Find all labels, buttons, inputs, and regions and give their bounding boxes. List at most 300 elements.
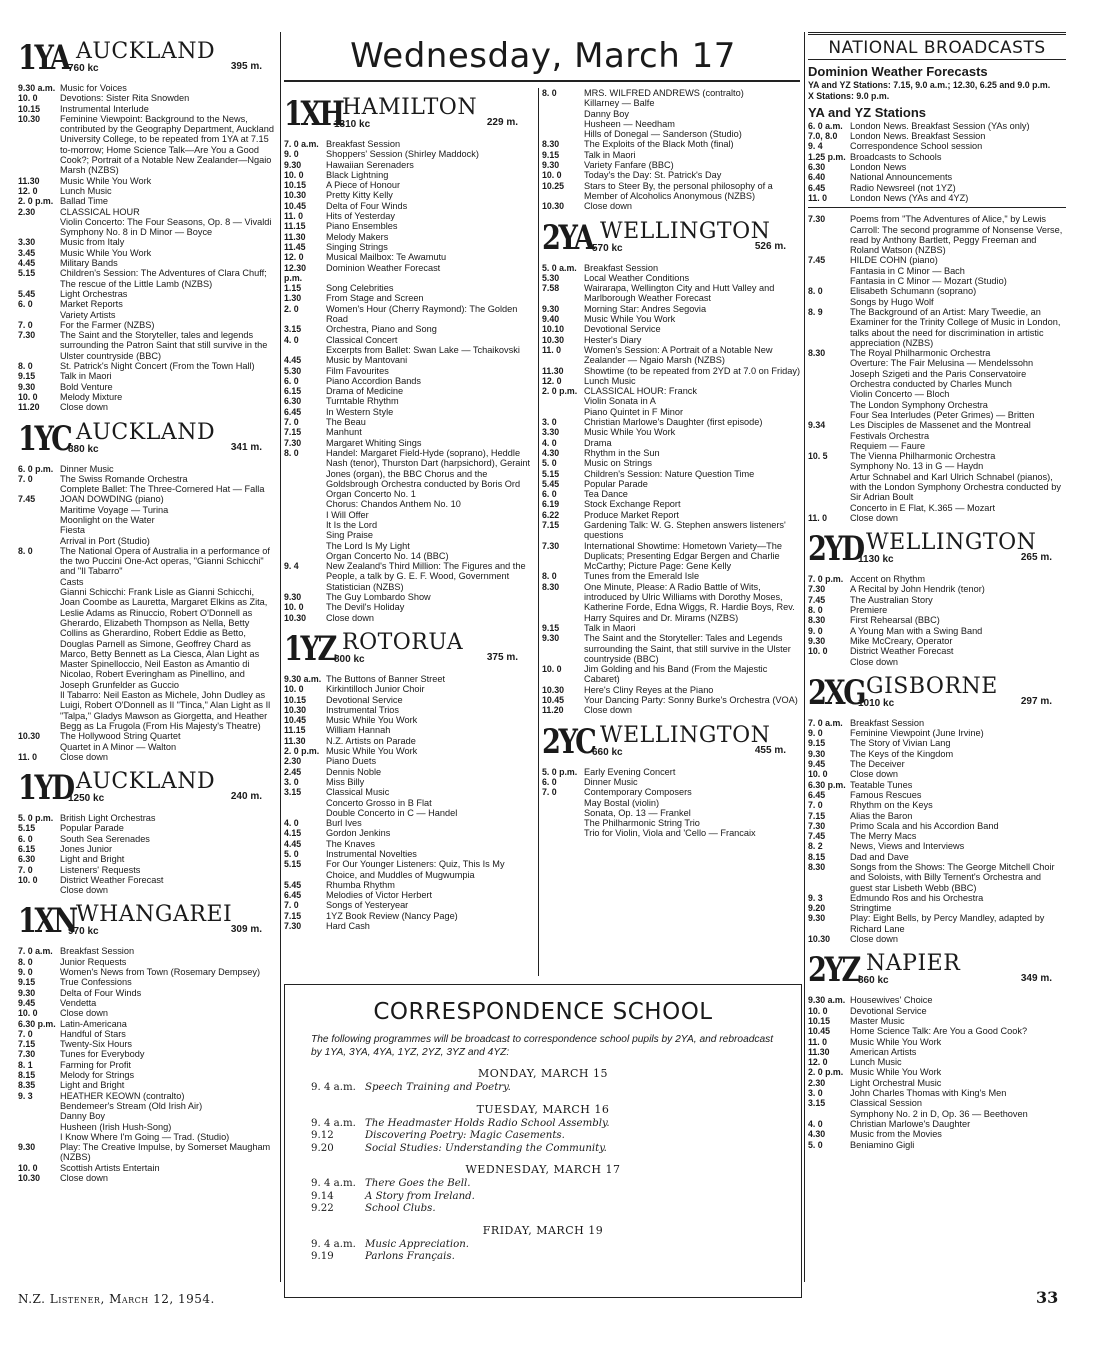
programme-text: Latin-Americana [60, 1018, 127, 1029]
time-label: 12. 0 [808, 1057, 828, 1068]
programme-text: Local Weather Conditions [584, 272, 690, 283]
time-label: 9.30 [284, 159, 302, 170]
programme-text: Shoppers' Session (Shirley Maddock) [326, 149, 479, 160]
schedule-row [18, 1029, 276, 1039]
time-label: 10. 0 [18, 1008, 38, 1019]
schedule-row [18, 515, 276, 525]
item-title: The Headmaster Holds Radio School Assembly. [365, 1117, 610, 1129]
station-frequency: 880 kc [68, 443, 99, 455]
programme-text: A Young Man with a Swing Band [850, 625, 983, 636]
schedule-row [284, 263, 532, 284]
schedule-row [18, 330, 276, 361]
time-label: 11.30 [542, 365, 564, 376]
schedule-row [18, 967, 276, 977]
programme-text: The Swiss Romande Orchestra [60, 473, 188, 484]
programme-text: Variety Artists [60, 309, 116, 320]
time-label [808, 1109, 850, 1119]
time-label: 9.34 [808, 420, 826, 431]
schedule-row [808, 214, 1066, 255]
time-label: 10.30 [542, 334, 565, 345]
schedule-row [284, 921, 532, 931]
schedule-row [542, 139, 800, 149]
correspondence-item [285, 1191, 801, 1204]
schedule-row [284, 438, 532, 448]
time-label: 5. 0 [284, 849, 299, 859]
time-label: 6.15 [284, 386, 302, 397]
schedule-row [18, 402, 276, 412]
time-label [808, 503, 850, 513]
programme-text: Military Bands [60, 258, 118, 269]
station-block [808, 950, 1066, 1149]
time-label [18, 525, 60, 535]
schedule-row [284, 880, 532, 890]
station-block [18, 419, 276, 763]
time-label: 11.30 [284, 735, 306, 746]
station-wavelength: 341 m. [230, 441, 262, 453]
station-city: AUCKLAND [76, 39, 216, 64]
programme-text: Melody Mixture [60, 391, 123, 402]
time-label: 10.15 [18, 103, 41, 114]
schedule-row [542, 469, 800, 479]
time-label: 9.20 [808, 903, 826, 914]
schedule-row [284, 715, 532, 725]
station-wavelength: 229 m. [486, 117, 518, 128]
time-label: 9.30 a.m. [284, 673, 322, 684]
programme-text: Talk in Maori [60, 371, 112, 382]
correspondence-school-box [284, 984, 802, 1298]
schedule-row [808, 1140, 1066, 1150]
time-label: 6. 0 [18, 833, 33, 844]
schedule-row [542, 170, 800, 180]
time-label [808, 410, 850, 420]
schedule-row [284, 777, 532, 787]
schedule-row [284, 355, 532, 365]
time-label: 2. 0 p.m. [542, 386, 578, 397]
schedule-row [18, 988, 276, 998]
schedule-row [284, 335, 532, 345]
programme-text: Rhythm on the Keys [850, 800, 933, 811]
time-label [542, 119, 584, 129]
time-label: 6. 0 [542, 776, 557, 787]
programme-text: First Rehearsal (BBC) [850, 615, 940, 626]
schedule-row [284, 407, 532, 417]
station-header [808, 529, 1066, 571]
schedule-row [284, 787, 532, 797]
station-callsign: 1YD [18, 768, 73, 809]
programme-text: Popular Parade [60, 823, 124, 834]
programme-text: Farming for Profit [60, 1059, 131, 1070]
programme-text: Il Tabarro: Neil Easton as Michele, John Dudley as Luigi, Robert O'Donnell as Il "Tinca," Alan Light as Il "Talpa," Gladys Mawson as Giorgetta, and Heather Begg as La Frugola (From His Majesty's Theatre) [60, 690, 271, 731]
schedule-row [808, 441, 1066, 451]
programme-text: Music While You Work [850, 1036, 942, 1047]
time-label [542, 407, 584, 417]
time-label [542, 396, 584, 406]
schedule-row [808, 286, 1066, 296]
schedule-row [18, 310, 276, 320]
schedule-row [542, 685, 800, 695]
time-label: 7. 0 [284, 900, 299, 911]
programme-text: Junior Requests [60, 956, 127, 967]
schedule-row [542, 304, 800, 314]
correspondence-item [285, 1130, 801, 1143]
time-label: 9.15 [542, 622, 560, 633]
weather-line-2: X Stations: 9.0 p.m. [808, 90, 890, 101]
time-label: 10. 0 [808, 769, 828, 780]
time-label: 9.15 [808, 738, 826, 749]
ya-yz-heading: YA and YZ Stations [808, 104, 926, 120]
schedule-row [542, 283, 800, 304]
time-label: 9.30 [808, 748, 826, 759]
schedule-row [18, 392, 276, 402]
station-header [808, 950, 1066, 992]
station-city: WELLINGTON [866, 530, 1037, 556]
programme-text: Symphony No. 2 in D, Op. 36 — Beethoven [850, 1108, 1028, 1119]
programme-text: Music from the Movies [850, 1129, 942, 1140]
station-wavelength: 297 m. [1020, 695, 1052, 707]
time-label: 7. 0 [18, 473, 33, 484]
schedule-row [542, 798, 800, 808]
station-block [808, 529, 1066, 667]
time-label: 2.30 [284, 756, 302, 767]
schedule-row [808, 461, 1066, 471]
time-label: 9. 3 [808, 892, 823, 903]
schedule-row [18, 1080, 276, 1090]
time-label: 7. 0 [18, 319, 33, 330]
schedule-row [18, 742, 276, 752]
schedule-row [808, 1119, 1066, 1129]
programme-text: Dad and Dave [850, 851, 909, 862]
programme-text: Jones Junior [60, 844, 113, 854]
schedule-row [808, 1057, 1066, 1067]
programme-text: Mike McCreary, Operator [850, 635, 953, 646]
time-label: 7.0, 8.0 [808, 131, 838, 142]
programme-text: Piano Quintet in F Minor [584, 406, 684, 417]
schedule-row [284, 613, 532, 623]
schedule-row [542, 273, 800, 283]
programme-text: Stock Exchange Report [584, 499, 681, 510]
programme-text: Scottish Artists Entertain [60, 1162, 160, 1173]
item-title: There Goes the Bell. [365, 1178, 471, 1189]
time-label: 10.30 [284, 704, 307, 715]
time-label [808, 358, 850, 368]
schedule-row [284, 602, 532, 612]
programme-text: Morning Star: Andres Segovia [584, 303, 707, 314]
schedule-row [542, 767, 800, 777]
time-label: 3. 0 [284, 776, 299, 787]
time-label: 4. 0 [542, 437, 557, 448]
schedule-row [284, 160, 532, 170]
time-label: 4. 0 [284, 334, 299, 345]
time-label: 9.30 [542, 633, 560, 644]
programme-text: Light Orchestral Music [850, 1077, 942, 1088]
schedule-row [808, 141, 1066, 151]
page-number: 33 [1036, 1288, 1059, 1307]
time-label: 3.30 [18, 237, 36, 248]
time-label [18, 690, 60, 731]
station-header [18, 768, 276, 810]
schedule-row [542, 520, 800, 541]
station-header [542, 722, 800, 764]
schedule-row [542, 181, 800, 202]
programme-text: Moonlight on the Water [60, 514, 155, 525]
programme-text: Close down [60, 885, 109, 896]
programme-text: Correspondence School session [850, 141, 983, 152]
schedule-row [284, 489, 532, 499]
programme-text: The Beau [326, 417, 366, 428]
programme-text: Lunch Music [850, 1057, 902, 1068]
time-label: 9.15 [18, 371, 36, 382]
schedule-row [18, 885, 276, 895]
schedule-row [18, 207, 276, 217]
programme-text: For Our Younger Listeners: Quiz, This Is My Choice, and Muddles of Mugwumpia [326, 859, 505, 880]
schedule-row [808, 131, 1066, 141]
programme-text: Black Lightning [326, 169, 389, 180]
schedule-row [542, 664, 800, 685]
correspondence-intro: The following programmes will be broadcast to correspondence school pupils by 2YA, and rebroadcast by 1YA, 3YA, 4YA, 1YZ, 2YZ, 3YZ and 4YZ: [311, 1034, 774, 1058]
schedule-row [808, 503, 1066, 513]
programme-text: Light Orchestras [60, 288, 128, 299]
station-city: ROTORUA [342, 629, 464, 655]
programme-text: 1YZ Book Review (Nancy Page) [326, 910, 458, 921]
time-label: 11.30 [284, 231, 306, 242]
time-label: 2. 0 p.m. [284, 746, 320, 757]
programme-text: Light and Bright [60, 1080, 125, 1091]
programme-text: Close down [850, 934, 899, 945]
programme-text: Tunes for Everybody [60, 1049, 145, 1060]
programme-text: Organ Concerto No. 1 [326, 489, 416, 500]
schedule-row [18, 946, 276, 956]
time-label: 5.15 [284, 859, 302, 870]
national-broadcasts-title: NATIONAL BROADCASTS [808, 32, 1066, 60]
programme-text: Music While You Work [850, 1067, 942, 1078]
programme-text: American Artists [850, 1046, 917, 1057]
schedule-row [284, 849, 532, 859]
programme-text: Hits of Yesterday [326, 211, 395, 222]
programme-text: Melodies of Victor Herbert [326, 890, 433, 901]
time-label: 8. 0 [808, 605, 823, 616]
station-header [808, 673, 1066, 715]
time-label: 6.30 [284, 396, 302, 407]
programme-text: Music While You Work [584, 427, 676, 438]
time-label: 10.25 [542, 180, 565, 191]
schedule-row [284, 592, 532, 602]
schedule-row [808, 1098, 1066, 1108]
programme-text: Variety Fanfare (BBC) [584, 160, 674, 171]
item-title: Parlons Français. [365, 1251, 455, 1262]
time-label: 2.45 [284, 766, 302, 777]
schedule-row [284, 520, 532, 530]
station-city: WELLINGTON [600, 218, 771, 244]
station-frequency: 1250 kc [68, 793, 105, 805]
programme-text: Sonata, Op. 13 — Frankel [584, 807, 691, 818]
time-label: 6.45 [284, 406, 302, 417]
time-label: 11. 0 [808, 192, 828, 203]
time-label: 8. 0 [542, 571, 557, 582]
programme-text: Husheen (Irish Hush-Song) [60, 1121, 172, 1132]
time-label: 5. 0 p.m. [542, 766, 578, 777]
programme-text: News, Views and Interviews [850, 841, 965, 852]
programme-text: Sing Praise [326, 530, 373, 541]
schedule-row [808, 934, 1066, 944]
time-label: 1.30 [284, 293, 302, 304]
programme-text: MRS. WILFRED ANDREWS (contralto) [584, 88, 744, 98]
programme-text: Beniamino Gigli [850, 1139, 915, 1150]
schedule-row [284, 530, 532, 540]
time-label: 10.45 [284, 200, 307, 211]
programme-text: A Piece of Honour [326, 180, 401, 191]
time-label: 8. 0 [18, 956, 33, 967]
schedule-row [284, 736, 532, 746]
schedule-row [808, 297, 1066, 307]
time-label: 6. 0 [284, 375, 299, 386]
programme-text: Songs of Yesteryear [326, 900, 409, 911]
schedule-row [18, 382, 276, 392]
time-label: 9.30 [284, 592, 302, 603]
station-header [18, 38, 276, 80]
time-label: 10. 0 [542, 664, 562, 675]
schedule-row [18, 258, 276, 268]
time-label: 8. 0 [542, 88, 557, 98]
programme-text: The Lord Is My Light [326, 540, 410, 551]
schedule-row [808, 1067, 1066, 1077]
time-label: 6.15 [18, 844, 36, 854]
time-label [18, 577, 60, 587]
schedule-row [542, 335, 800, 345]
schedule-row [808, 451, 1066, 461]
schedule-row [284, 242, 532, 252]
programme-text: Piano Accordion Bands [326, 375, 422, 386]
programme-text: Housewives' Choice [850, 995, 933, 1006]
programme-text: Hawaiian Serenaders [326, 159, 414, 170]
schedule-row [18, 525, 276, 535]
programme-text: Instrumental Trios [326, 704, 400, 715]
time-label: 8. 0 [284, 447, 299, 458]
schedule-row [284, 139, 532, 149]
schedule-row [18, 957, 276, 967]
programme-text: Piano Ensembles [326, 221, 398, 232]
programme-text: Drama of Medicine [326, 386, 404, 397]
schedule-row [18, 299, 276, 309]
schedule-row [18, 731, 276, 741]
schedule-row [808, 472, 1066, 503]
schedule-row [18, 1111, 276, 1121]
programme-text: The Keys of the Kingdom [850, 748, 954, 759]
time-label [542, 129, 584, 139]
time-label: 7.30 [18, 1049, 36, 1060]
time-label: 9. 0 [808, 728, 823, 739]
time-label: 5.15 [542, 468, 560, 479]
programme-text: Bendemeer's Stream (Old Irish Air) [60, 1100, 203, 1111]
schedule-row [18, 371, 276, 381]
programme-text: Rhumba Rhythm [326, 879, 395, 890]
programme-text: Concerto Grosso in B Flat [326, 797, 432, 808]
schedule-row [542, 98, 800, 108]
programme-text: Close down [60, 402, 109, 413]
programme-text: Musical Mailbox: Te Awamutu [326, 252, 447, 263]
schedule-row [18, 813, 276, 823]
title-rule [284, 80, 800, 82]
programme-text: HEATHER KEOWN (contralto) [60, 1090, 185, 1101]
station-wavelength: 375 m. [486, 651, 518, 663]
time-label: 10. 0 [18, 1162, 38, 1173]
programme-text: Close down [60, 1008, 109, 1019]
correspondence-title: CORRESPONDENCE SCHOOL [373, 999, 713, 1025]
programme-text: Songs from the Shows: The George Mitchell Choir and Soloists, with Billy Ternent's Orchestra and guest star Lisbeth Webb (BBC) [850, 862, 1055, 893]
station-callsign: 2YA [542, 217, 593, 258]
programme-text: Piano Duets [326, 756, 377, 767]
schedule-row [284, 417, 532, 427]
schedule-row [18, 752, 276, 762]
programme-text: Radio Newsreel (not 1YZ) [850, 182, 956, 193]
time-label: 11.30 [808, 1046, 830, 1057]
programme-text: Gordon Jenkins [326, 828, 391, 839]
programme-text: The Story of Vivian Lang [850, 738, 951, 749]
time-label: 5.30 [284, 365, 302, 376]
time-label [18, 742, 60, 752]
programme-text: Classical Session [850, 1098, 922, 1109]
schedule-row [808, 574, 1066, 584]
time-label: 7.45 [808, 831, 826, 842]
schedule-row [808, 1037, 1066, 1047]
time-label: 9. 4 [808, 141, 823, 152]
time-label: 9. 0 [284, 149, 299, 160]
time-label [284, 551, 326, 561]
time-label: 7.30 [808, 584, 826, 595]
programme-text: Children's Session: Nature Question Time [584, 468, 755, 479]
correspondence-item [285, 1239, 801, 1252]
station-block [808, 673, 1066, 945]
time-label [542, 808, 584, 818]
time-label: 10. 0 [284, 602, 304, 613]
station-callsign: 2XG [808, 672, 865, 713]
time-label: 5. 0 [542, 458, 557, 469]
schedule-row [284, 283, 532, 293]
time-label: 10.30 [284, 190, 307, 201]
time-label [542, 798, 584, 808]
programme-text: Twenty-Six Hours [60, 1039, 132, 1050]
schedule-row [284, 561, 532, 592]
programme-text: London News. Breakfast Session [850, 131, 986, 142]
programme-text: Lunch Music [60, 185, 112, 196]
programme-text: Four Sea Interludes (Peter Grimes) — Britten [850, 409, 1035, 420]
schedule-row [808, 584, 1066, 594]
schedule-row [542, 448, 800, 458]
schedule-row [808, 348, 1066, 358]
time-label: 6.22 [542, 509, 560, 520]
schedule-row [808, 800, 1066, 810]
programme-text: Melody for Strings [60, 1070, 135, 1081]
item-time: 9.14 [311, 1190, 334, 1202]
schedule-row [808, 172, 1066, 182]
column-divider [280, 32, 281, 1282]
time-label: 7.45 [18, 494, 36, 505]
time-label: 9. 3 [18, 1090, 33, 1101]
correspondence-day: WEDNESDAY, MARCH 17 [465, 1163, 621, 1176]
schedule-row [284, 304, 532, 325]
schedule-row [808, 995, 1066, 1005]
time-label: 9.30 [808, 635, 826, 646]
time-label: 7. 0 [18, 864, 33, 875]
time-label: 5.45 [542, 478, 560, 489]
schedule-row [284, 818, 532, 828]
time-label: 11.20 [542, 705, 564, 716]
time-label: 9.15 [542, 149, 560, 160]
schedule-row [808, 1006, 1066, 1016]
programme-text: Orchestra, Piano and Song [326, 324, 437, 335]
time-label: 3. 0 [808, 1088, 823, 1099]
schedule-row [284, 376, 532, 386]
column-4 [808, 32, 1066, 1150]
